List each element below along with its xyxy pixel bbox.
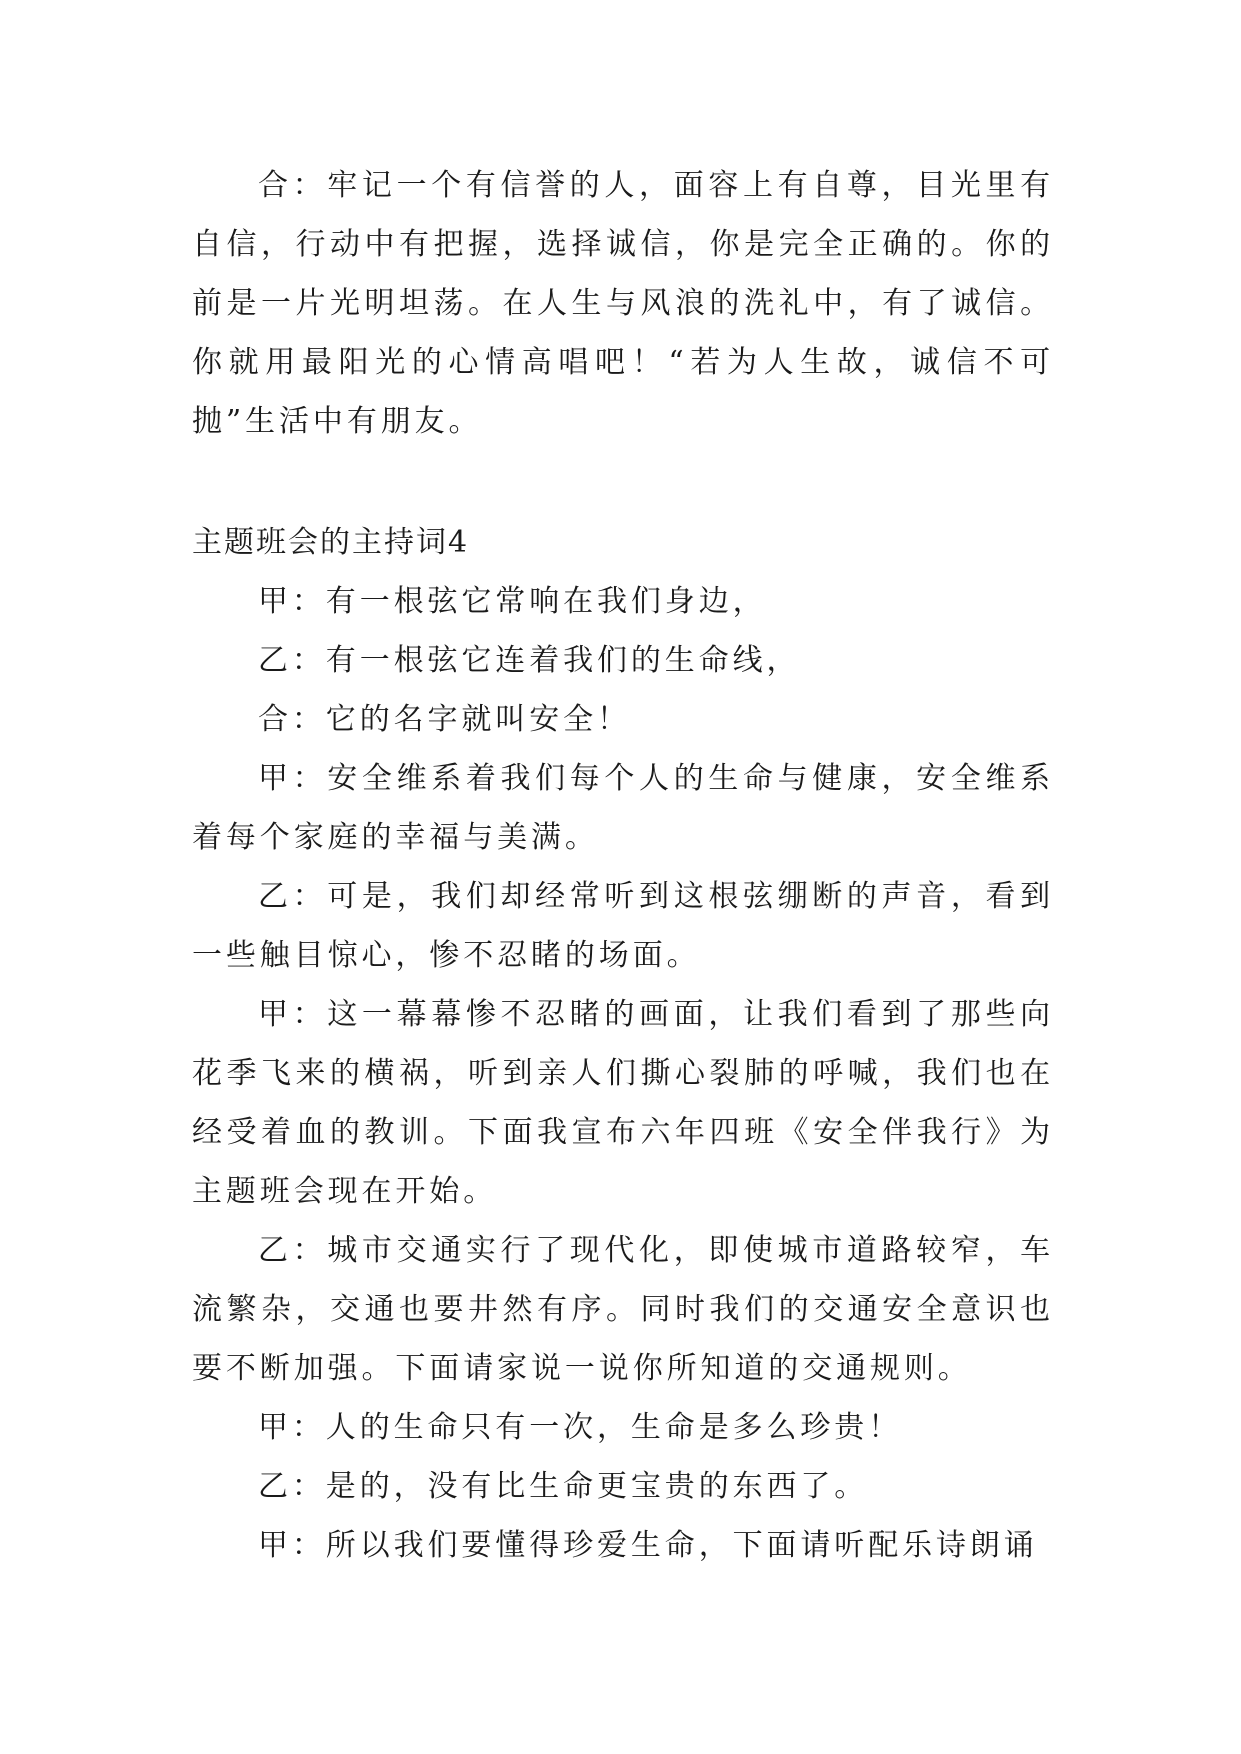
document-body [192,156,1054,1575]
dialogue-line-1: 甲：有一根弦它常响在我们身边， [258,584,767,619]
dialogue-line-8: 甲：人的生命只有一次，生命是多么珍贵！ [258,1410,903,1445]
dialogue-line-9: 乙：是的，没有比生命更宝贵的东西了。 [258,1469,869,1504]
dialogue-line-2: 乙：有一根弦它连着我们的生命线， [258,643,801,678]
dialogue-line-10: 甲：所以我们要懂得珍爱生命，下面请听配乐诗朗诵 [258,1528,1038,1563]
section-title: 主题班会的主持词4 [192,525,470,560]
intro-paragraph: 合：牢记一个有信誉的人，面容上有自尊，目光里有自信，行动中有把握，选择诚信，你是完全正确的。你的前是一片光明坦荡。在人生与风浪的洗礼中，有了诚信。你就用最阳光的心情高唱吧！“若为人生故，诚信不可抛”生活中有朋友。 [192,168,1054,439]
dialogue-line-6: 甲：这一幕幕惨不忍睹的画面，让我们看到了那些向花季飞来的横祸，听到亲人们撕心裂肺的呼喊，我们也在经受着血的教训。下面我宣布六年四班《安全伴我行》为主题班会现在开始。 [192,997,1054,1209]
dialogue-line-5: 乙：可是，我们却经常听到这根弦绷断的声音，看到一些触目惊心，惨不忍睹的场面。 [192,879,1054,973]
dialogue-line-3: 合：它的名字就叫安全！ [258,702,631,737]
dialogue-line-7: 乙：城市交通实行了现代化，即使城市道路较窄，车流繁杂，交通也要井然有序。同时我们的交通安全意识也要不断加强。下面请家说一说你所知道的交通规则。 [192,1233,1054,1386]
dialogue-line-4: 甲：安全维系着我们每个人的生命与健康，安全维系着每个家庭的幸福与美满。 [192,761,1054,855]
